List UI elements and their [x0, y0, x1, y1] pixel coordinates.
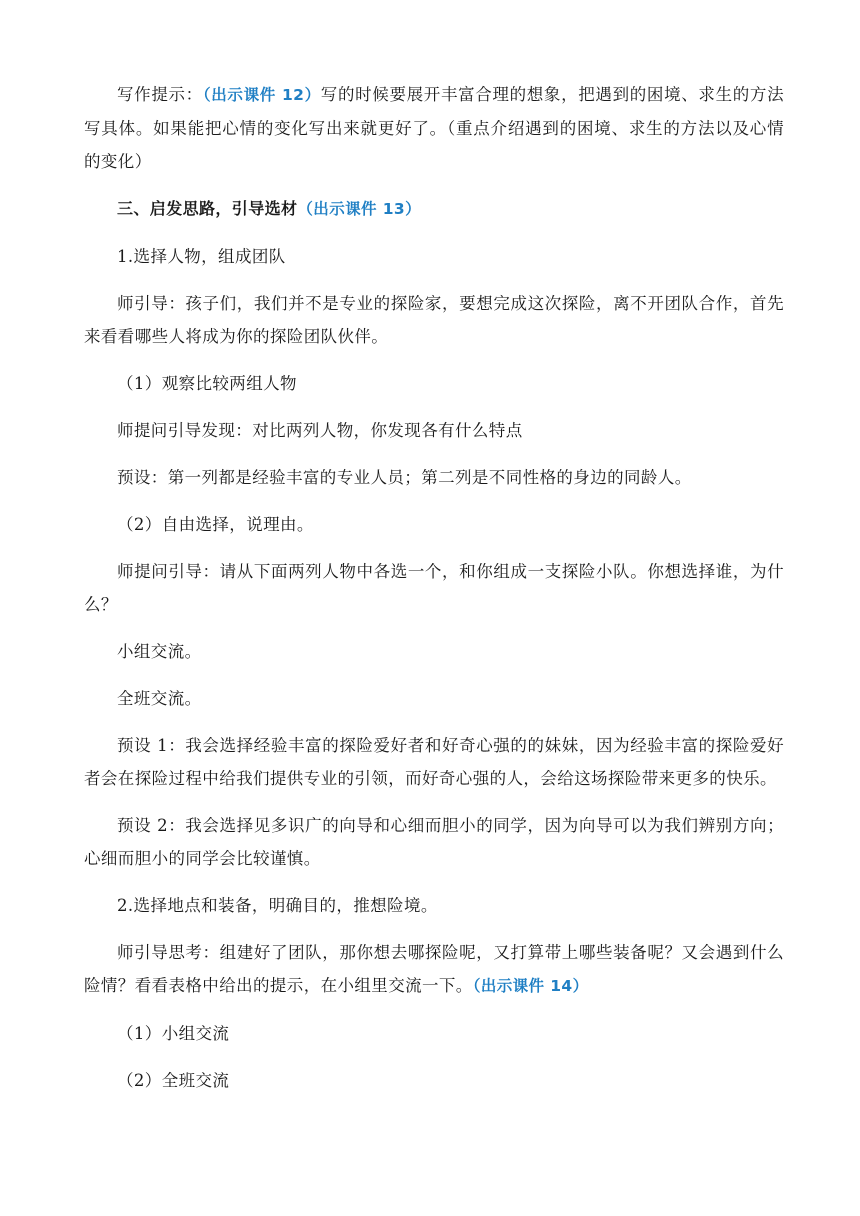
writing-tip-lead: 写作提示： [117, 85, 203, 104]
courseware-ref-13: （出示课件 13） [297, 200, 421, 218]
step-1b: （2）自由选择，说理由。 [117, 515, 314, 534]
group-discussion: 小组交流。 [117, 642, 202, 661]
step-2b: （2）全班交流 [117, 1071, 230, 1090]
preset-1-paragraph: 预设 1：我会选择经验丰富的探险爱好者和好奇心强的的妹妹，因为经验丰富的探险爱好者会在探险过程中给我们提供专业的引领，而好奇心强的人，会给这场探险带来更多的快乐。 [84, 736, 784, 788]
courseware-ref-12: （出示课件 12） [202, 86, 321, 104]
document-page [84, 78, 784, 1111]
teacher-question-paragraph: 师提问引导发现：对比两列人物，你发现各有什么特点 [117, 421, 523, 440]
teacher-think-text: 师引导思考：组建好了团队，那你想去哪探险呢，又打算带上哪些装备呢？又会遇到什么险情？看看表格中给出的提示，在小组里交流一下。 [84, 943, 784, 995]
section-heading-3 [84, 192, 784, 226]
section-heading-text: 三、启发思路，引导选材 [117, 199, 298, 218]
courseware-ref-14: （出示课件 14） [472, 977, 589, 995]
teacher-guide-paragraph: 师引导：孩子们，我们并不是专业的探险家，要想完成这次探险，离不开团队合作，首先来看看哪些人将成为你的探险团队伙伴。 [84, 294, 784, 346]
teacher-think-paragraph [84, 936, 784, 1003]
teacher-prompt-paragraph: 师提问引导：请从下面两列人物中各选一个，和你组成一支探险小队。你想选择谁，为什么？ [84, 562, 784, 614]
writing-tip-text: 写的时候要展开丰富合理的想象，把遇到的困境、求生的方法写具体。如果能把心情的变化写出来就更好了。（重点介绍遇到的困境、求生的方法以及心情的变化） [84, 85, 784, 171]
step-2a: （1）小组交流 [117, 1024, 230, 1043]
subsection-1: 1.选择人物，组成团队 [117, 247, 286, 266]
class-discussion: 全班交流。 [117, 689, 202, 708]
preset-paragraph: 预设：第一列都是经验丰富的专业人员；第二列是不同性格的身边的同龄人。 [117, 468, 692, 487]
writing-tip-paragraph [84, 78, 784, 178]
step-1a: （1）观察比较两组人物 [117, 374, 297, 393]
subsection-2: 2.选择地点和装备，明确目的，推想险境。 [117, 896, 438, 915]
preset-2-paragraph: 预设 2：我会选择见多识广的向导和心细而胆小的同学，因为向导可以为我们辨别方向；心细而胆小的同学会比较谨慎。 [84, 816, 784, 868]
